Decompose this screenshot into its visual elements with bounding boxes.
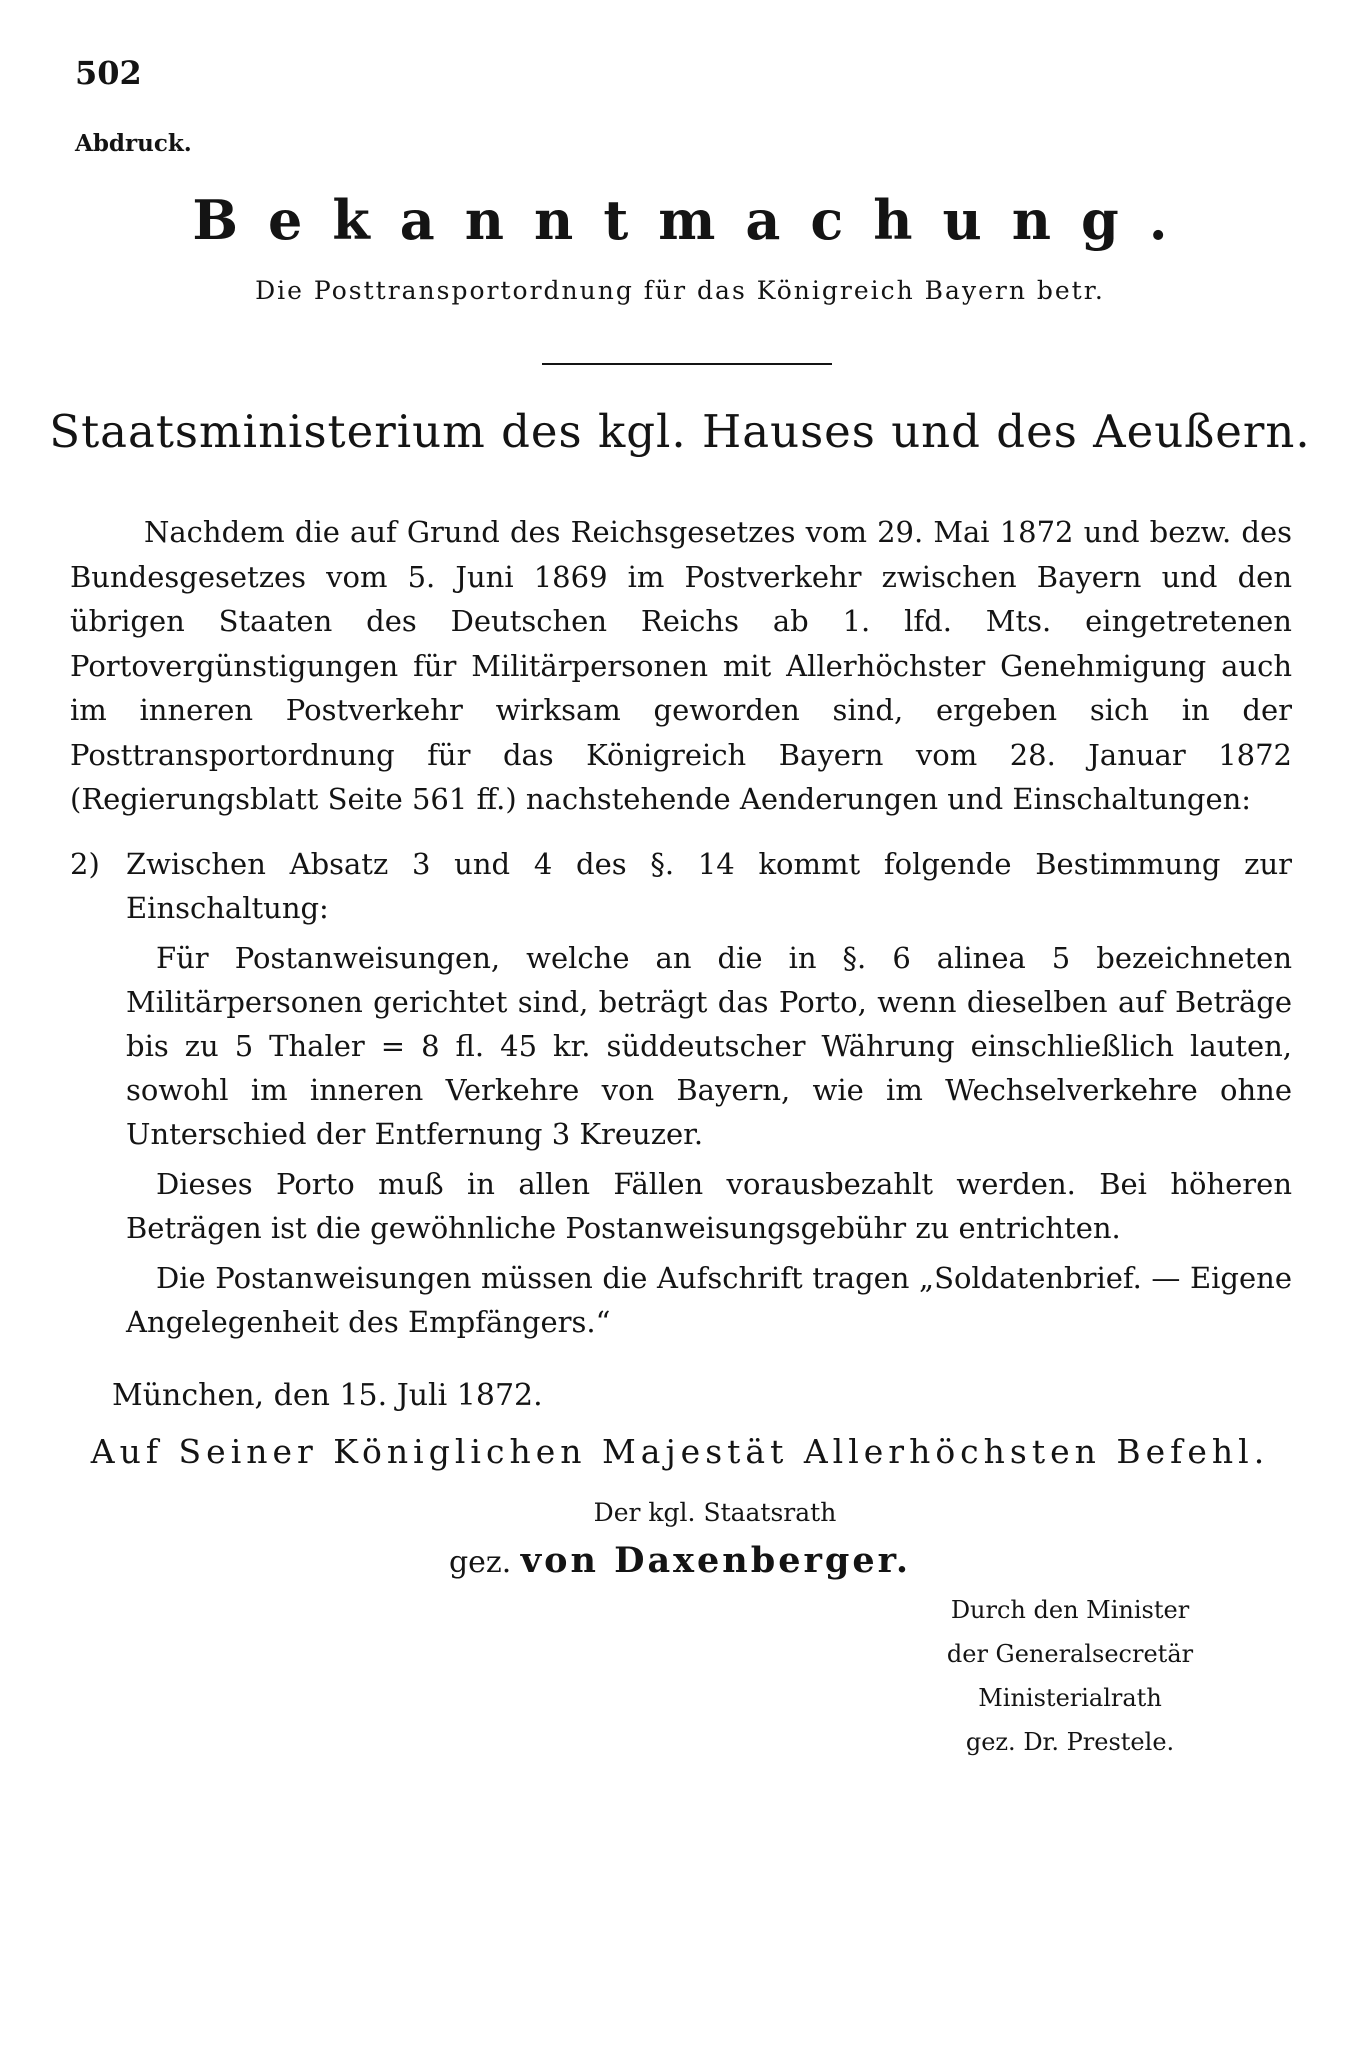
- official-title: Der kgl. Staatsrath: [593, 1498, 837, 1527]
- signature-name: von Daxenberger.: [520, 1540, 912, 1581]
- inserted-provision-2: Dieses Porto muß in allen Fällen vorausbezahlt werden. Bei höheren Beträgen ist die gewöhnliche Postanweisungsgebühr zu entrichten.: [126, 1167, 1292, 1245]
- place-date: München, den 15. Juli 1872.: [112, 1378, 543, 1413]
- document-title: Bekanntmachung.: [192, 188, 1198, 252]
- signature-prefix: gez.: [448, 1545, 512, 1580]
- royal-command: Auf Seiner Königlichen Majestät Allerhöchsten Befehl.: [90, 1432, 1270, 1471]
- signature: [0, 1540, 1360, 1581]
- amendment-item: [70, 842, 1292, 1344]
- item-number: 2): [70, 847, 100, 881]
- cosign-line-1: Durch den Minister: [950, 1596, 1190, 1624]
- cosign-line-3: Ministerialrath: [978, 1684, 1162, 1712]
- reprint-label: Abdruck.: [75, 130, 192, 157]
- countersignature: [880, 1588, 1260, 1764]
- document-subtitle: Die Posttransportordnung für das Königreich Bayern betr.: [255, 276, 1105, 305]
- cosign-line-4: gez. Dr. Prestele.: [965, 1728, 1175, 1756]
- title-divider: [542, 363, 832, 365]
- inserted-provision-1: Für Postanweisungen, welche an die in §. 6 alinea 5 bezeichneten Militärpersonen gerichtet sind, beträgt das Porto, wenn dieselben auf Beträge bis zu 5 Thaler = 8 fl. 45 kr. süddeutscher Währung einschließlich lauten, sowohl im inneren Verkehre von Bayern, wie im Wechselverkehre ohne Unterschied der Entfernung 3 Kreuzer.: [126, 941, 1292, 1151]
- intro-paragraph: Nachdem die auf Grund des Reichsgesetzes vom 29. Mai 1872 und bezw. des Bundesgesetzes vom 5. Juni 1869 im Postverkehr zwischen Bayern und den übrigen Staaten des Deutschen Reichs ab 1. lfd. Mts. eingetretenen Portovergünstigungen für Militärpersonen mit Allerhöchster Genehmigung auch im inneren Postverkehr wirksam geworden sind, ergeben sich in der Posttransportordnung für das Königreich Bayern vom 28. Januar 1872 (Regierungsblatt Seite 561 ff.) nachstehende Aenderungen und Einschaltungen:: [70, 515, 1292, 816]
- cosign-line-2: der Generalsecretär: [946, 1640, 1194, 1668]
- item-text: Zwischen Absatz 3 und 4 des §. 14 kommt folgende Bestimmung zur Einschaltung:: [126, 847, 1292, 925]
- page-number: 502: [75, 54, 142, 92]
- inserted-provision-3: Die Postanweisungen müssen die Aufschrift tragen „Soldatenbrief. — Eigene Angelegenheit des Empfängers.“: [126, 1261, 1292, 1339]
- ministry-heading: Staatsministerium des kgl. Hauses und des Aeußern.: [49, 405, 1311, 458]
